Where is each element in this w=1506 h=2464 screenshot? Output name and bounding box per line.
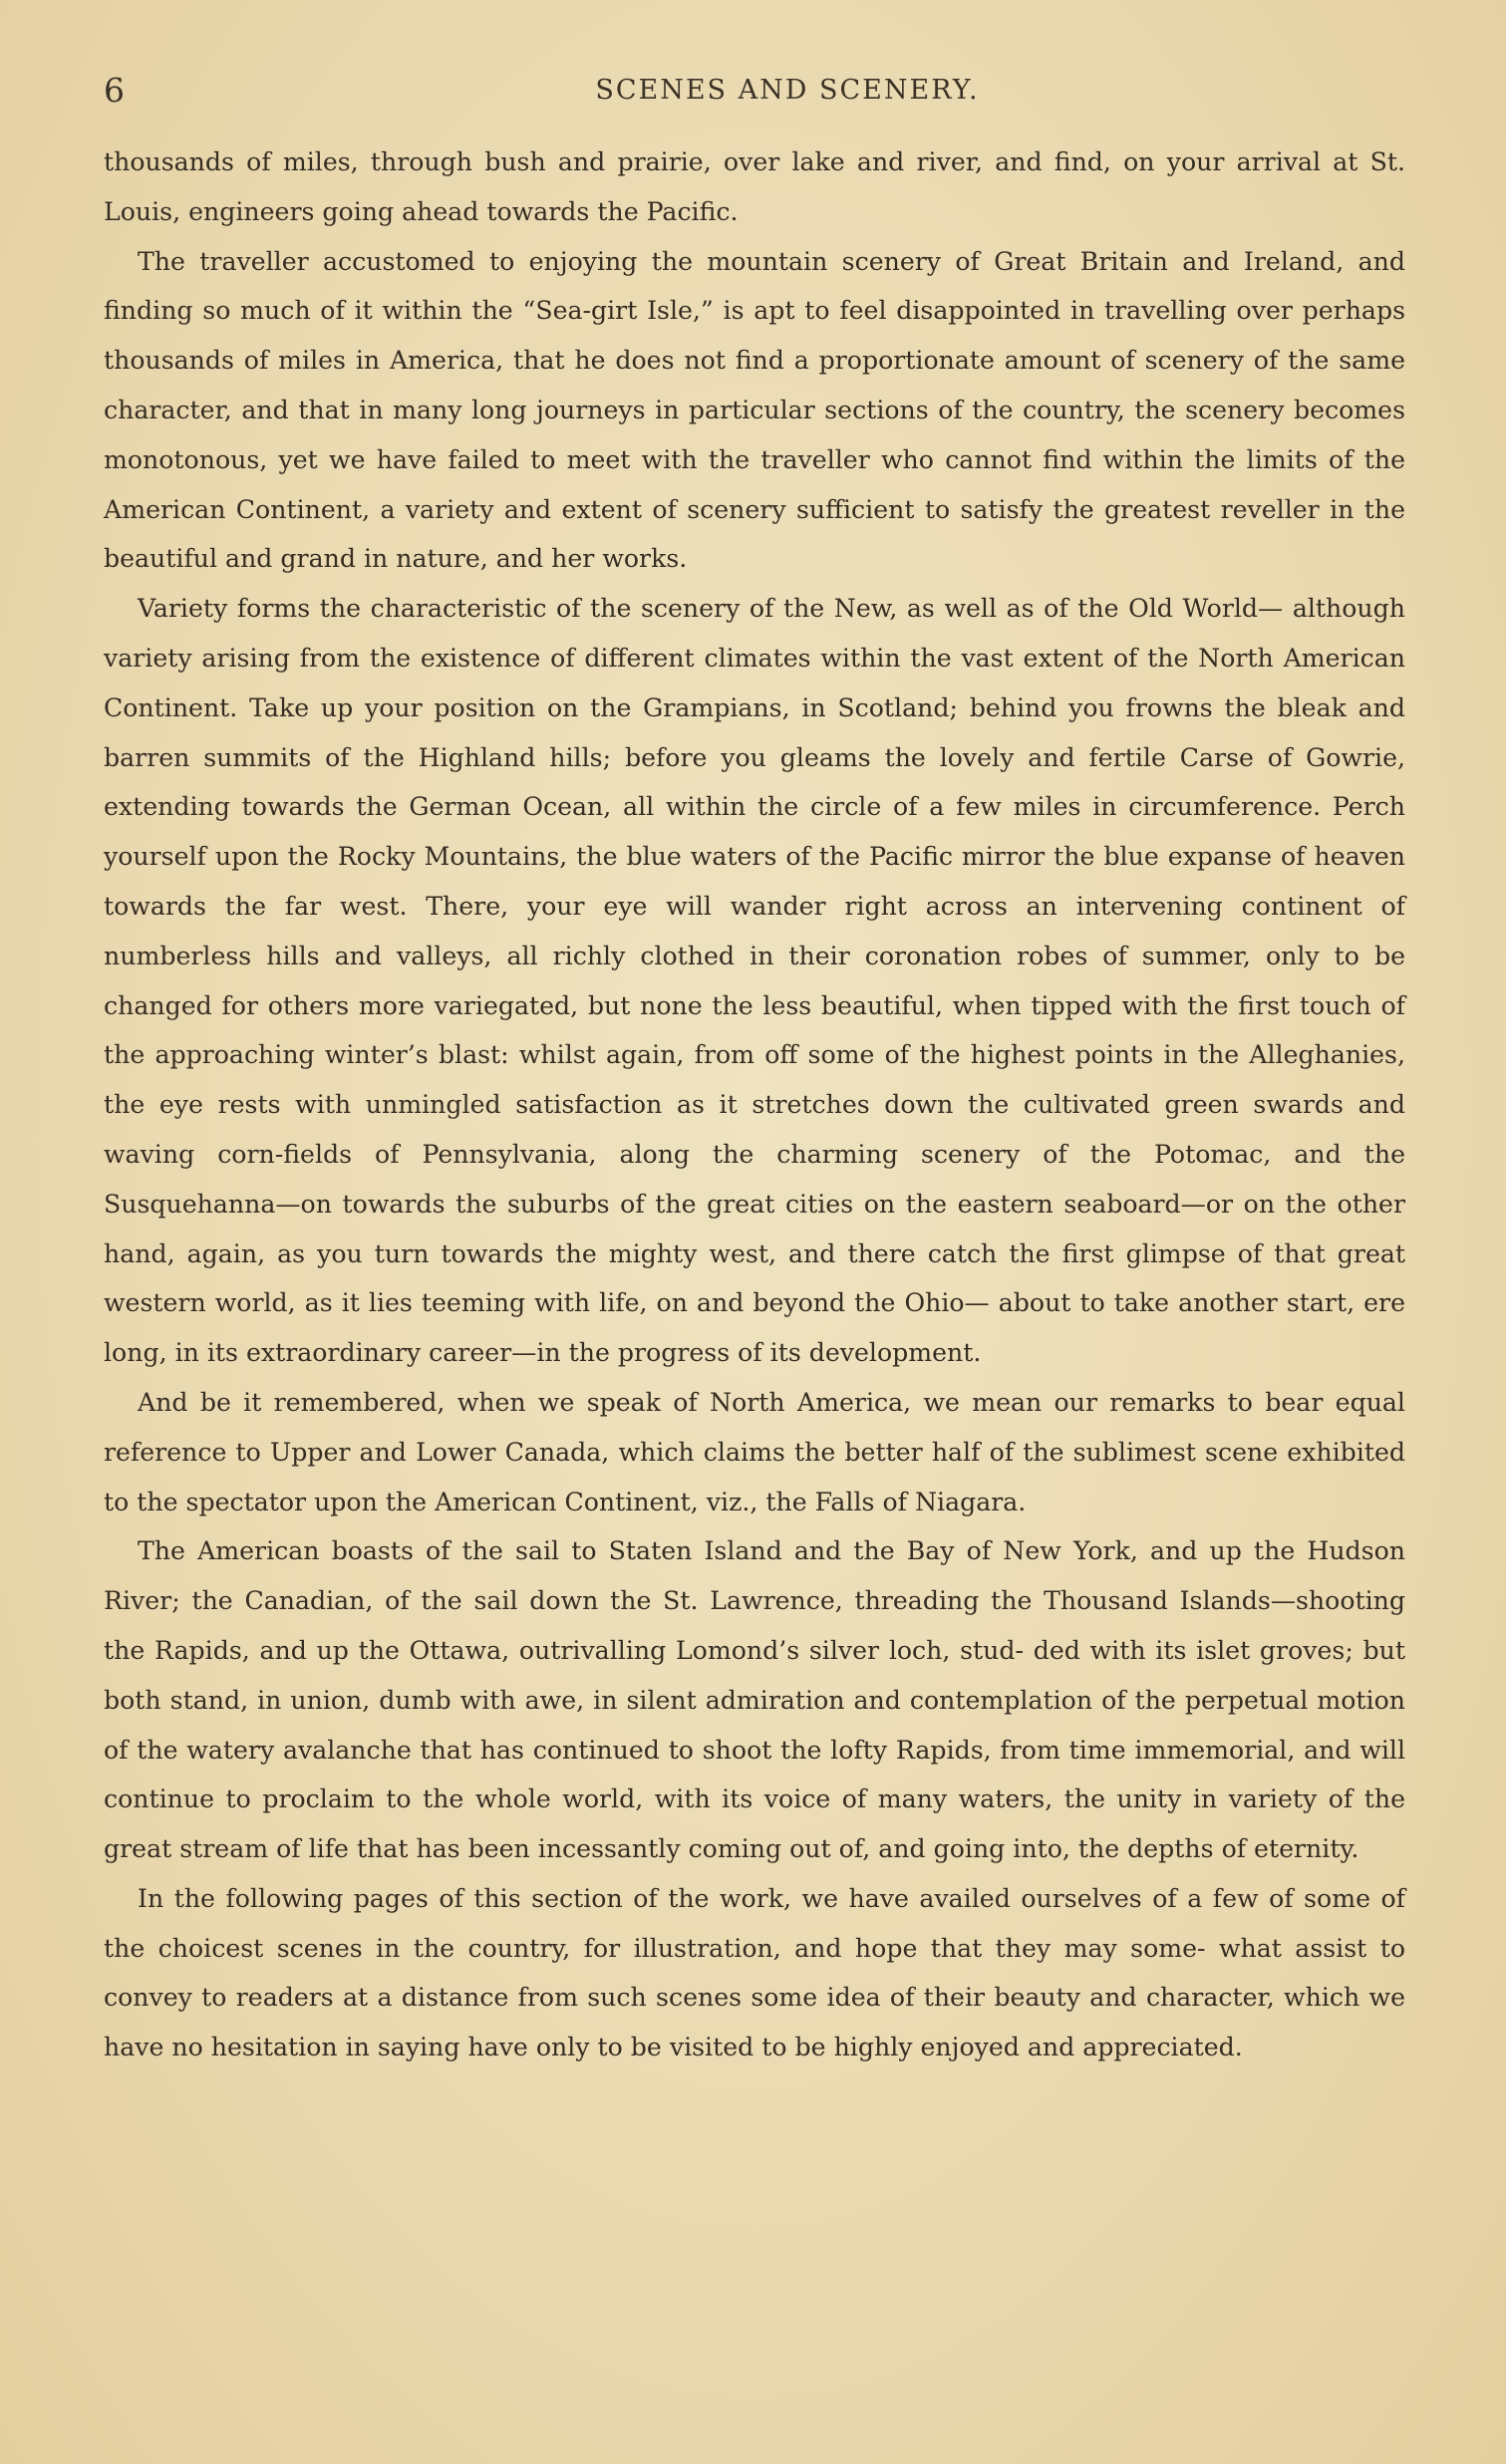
- running-title: SCENES AND SCENERY.: [595, 75, 980, 106]
- body-text: [104, 137, 1405, 2072]
- page-header: [104, 66, 1411, 116]
- page-number: 6: [104, 71, 125, 110]
- paragraph: The traveller accustomed to enjoying the mountain scenery of Great Britain and Ireland, and finding so much of it within the “Sea-girt Isle,” is apt to feel disappointed in travelling over perhaps thousands of miles in America, that he does not find a proportionate amount of scenery of the same character, and that in many long journeys in particular sections of the country, the scenery becomes monotonous, yet we have failed to meet with the traveller who cannot find within the limits of the American Continent, a variety and extent of scenery sufficient to satisfy the greatest reveller in the beautiful and grand in nature, and her works.: [104, 246, 1405, 574]
- paragraph: And be it remembered, when we speak of North America, we mean our remarks to bear equal reference to Upper and Lower Canada, which claims the better half of the sublimest scene exhibited to the spectator upon the American Continent, viz., the Falls of Niagara.: [104, 1387, 1405, 1516]
- paragraph: The American boasts of the sail to Staten Island and the Bay of New York, and up the Hudson River; the Canadian, of the sail down the St. Lawrence, threading the Thousand Islands—shooting the Rapids, and up the Ottawa, outrivalling Lomond’s silver loch, stud- ded with its islet groves; but both stand, in union, dumb with awe, in silent admiration and contemplation of the perpetual motion of the watery avalanche that has continued to shoot the lofty Rapids, from time immemorial, and will continue to proclaim to the whole world, with its voice of many waters, the unity in variety of the great stream of life that has been incessantly coming out of, and going into, the depths of eternity.: [104, 1536, 1405, 1864]
- paragraph: Variety forms the characteristic of the scenery of the New, as well as of the Old World— although variety arising from the existence of different climates within the vast extent of the North American Continent. Take up your position on the Grampians, in Scotland; behind you frowns the bleak and barren summits of the Highland hills; before you gleams the lovely and fertile Carse of Gowrie, extending towards the German Ocean, all within the circle of a few miles in circumference. Perch yourself upon the Rocky Mountains, the blue waters of the Pacific mirror the blue expanse of heaven towards the far west. There, your eye will wander right across an intervening continent of numberless hills and valleys, all richly clothed in their coronation robes of summer, only to be changed for others more variegated, but none the less beautiful, when tipped with the first touch of the approaching winter’s blast: whilst again, from off some of the highest points in the Alleghanies, the eye rests with unmingled satisfaction as it stretches down the cultivated green swards and waving corn-fields of Pennsylvania, along the charming scenery of the Potomac, and the Susquehanna—on towards the suburbs of the great cities on the eastern seaboard—or on the other hand, again, as you turn towards the mighty west, and there catch the first glimpse of that great western world, as it lies teeming with life, on and beyond the Ohio— about to take another start, ere long, in its extraordinary career—in the progress of its development.: [104, 594, 1405, 1368]
- paragraph: In the following pages of this section of the work, we have availed ourselves of a few of some of the choicest scenes in the country, for illustration, and hope that they may some- what assist to convey to readers at a distance from such scenes some idea of their beauty and character, which we have no hesitation in saying have only to be visited to be highly enjoyed and appreciated.: [104, 1883, 1405, 2062]
- paragraph-continuation: thousands of miles, through bush and prairie, over lake and river, and find, on your arrival at St. Louis, engineers going ahead towards the Pacific.: [104, 147, 1405, 226]
